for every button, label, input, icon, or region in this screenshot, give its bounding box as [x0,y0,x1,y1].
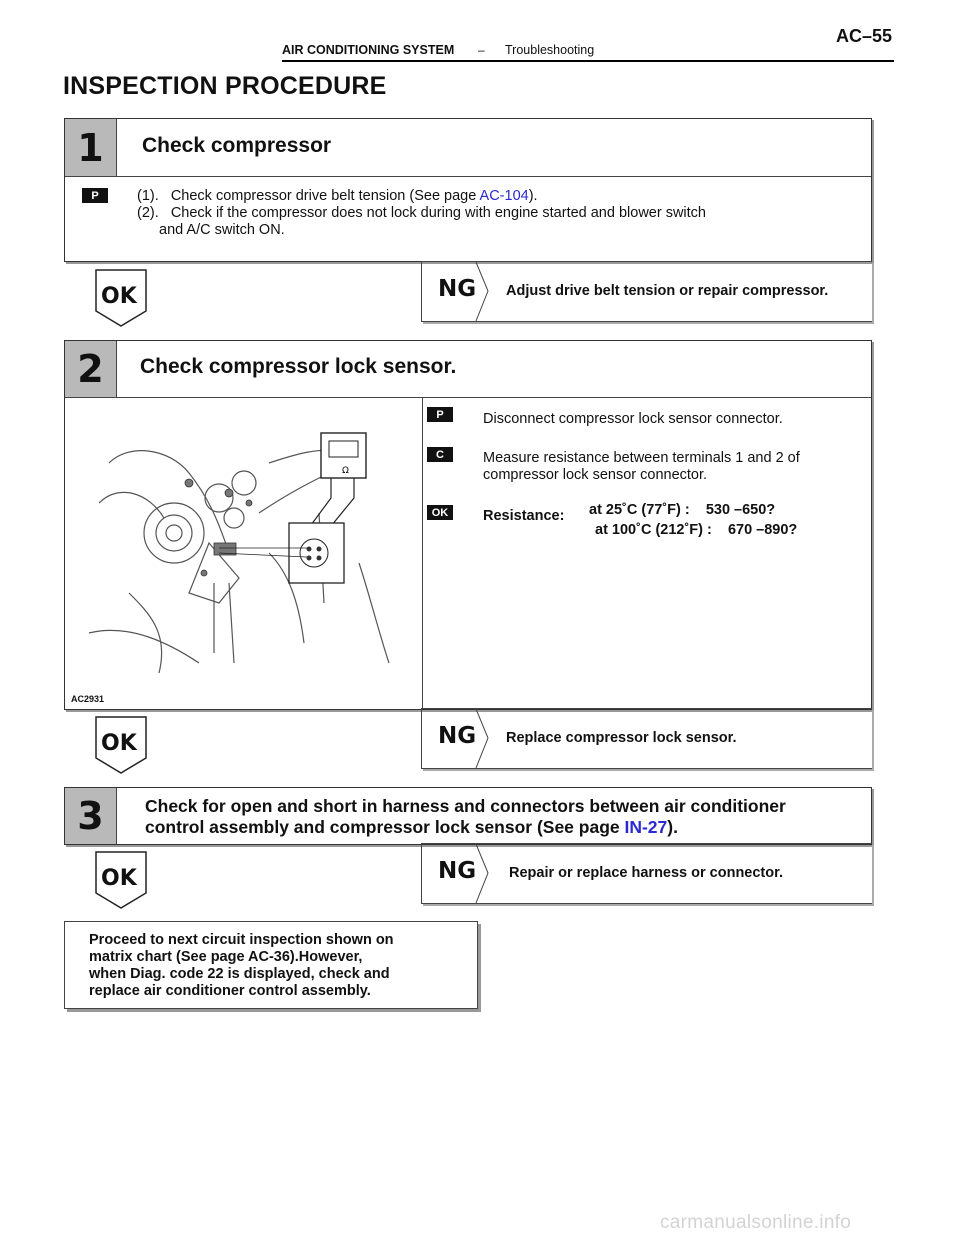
step3-number: 3 [77,794,104,838]
final-line1: Proceed to next circuit inspection shown on [89,932,394,948]
step2-number: 2 [77,347,104,391]
resistance-at-25c: at 25˚C (77˚F) : 530 –650? [589,502,776,518]
final-line2: matrix chart (See page AC-36).However, [89,949,363,965]
step2-ok-icon: OK [427,505,453,520]
step2-c-text1: Measure resistance between terminals 1 and 2 of [483,450,800,466]
step1-line1 [137,188,538,205]
step1-number-tile [65,119,117,176]
step3-title-line2-post: ). [667,817,678,837]
step2-title-divider [65,397,871,398]
svg-text:Ω: Ω [342,466,349,476]
step3-link-in27[interactable]: IN-27 [624,817,668,837]
resistance-label: Resistance: [483,508,565,524]
step3-ng-action: Repair or replace harness or connector. [509,865,783,881]
step3-ng-arrow [474,844,494,904]
step1-box [64,118,872,262]
page-title: INSPECTION PROCEDURE [63,72,387,100]
step3-title-line2 [145,817,678,838]
step1-line1-text: (1). Check compressor drive belt tension (See page [137,188,480,204]
step1-ok-label: OK [101,284,137,309]
header-page-number: AC–55 [836,26,893,46]
step1-ng-arrow [474,262,494,322]
step3-title-line2-text: control assembly and compressor lock sensor (See page [145,817,625,837]
step2-c-text2: compressor lock sensor connector. [483,467,708,483]
step2-box [64,340,872,710]
step1-line3: and A/C switch ON. [159,222,285,238]
step2-ng-label: NG [438,723,477,749]
step1-title: Check compressor [142,134,332,157]
step1-ng-action: Adjust drive belt tension or repair compressor. [506,283,829,299]
step2-ng-action: Replace compressor lock sensor. [506,730,737,746]
watermark: carmanualsonline.info [660,1212,852,1233]
final-line3: when Diag. code 22 is displayed, check and [89,966,390,982]
step2-ok-label: OK [101,731,137,756]
header-rule [282,60,894,62]
step2-figure-divider [422,397,423,709]
step1-line1-post: ). [528,188,538,204]
step3-title-line1: Check for open and short in harness and connectors between air conditioner [145,796,786,816]
step1-number: 1 [77,125,104,170]
step2-ng-arrow [474,709,494,769]
compressor-figure [69,403,419,703]
step1-ng-label: NG [438,276,477,302]
step2-p-text: Disconnect compressor lock sensor connector. [483,411,783,427]
header-dash: – [478,43,485,57]
step3-ok-label: OK [101,866,137,891]
final-line4: replace air conditioner control assembly. [89,983,371,999]
step3-ng-label: NG [438,858,477,884]
resistance-at-100c: at 100˚C (212˚F) : 670 –890? [595,522,798,538]
figure-code: AC2931 [71,694,105,704]
final-instruction-box [64,921,478,1009]
step1-title-divider [65,176,871,177]
step2-number-tile [65,341,117,397]
header-section: Troubleshooting [505,43,595,57]
step1-p-icon: P [82,188,108,203]
step2-p-icon: P [427,407,453,422]
step1-link-ac104[interactable]: AC-104 [479,188,529,204]
step3-number-tile [65,788,117,844]
header-system: AIR CONDITIONING SYSTEM [282,43,455,57]
step1-line2: (2). Check if the compressor does not lock during with engine started and blower switch [137,205,706,221]
step2-title: Check compressor lock sensor. [140,355,457,378]
step2-c-icon: C [427,447,453,462]
step3-box [64,787,872,845]
